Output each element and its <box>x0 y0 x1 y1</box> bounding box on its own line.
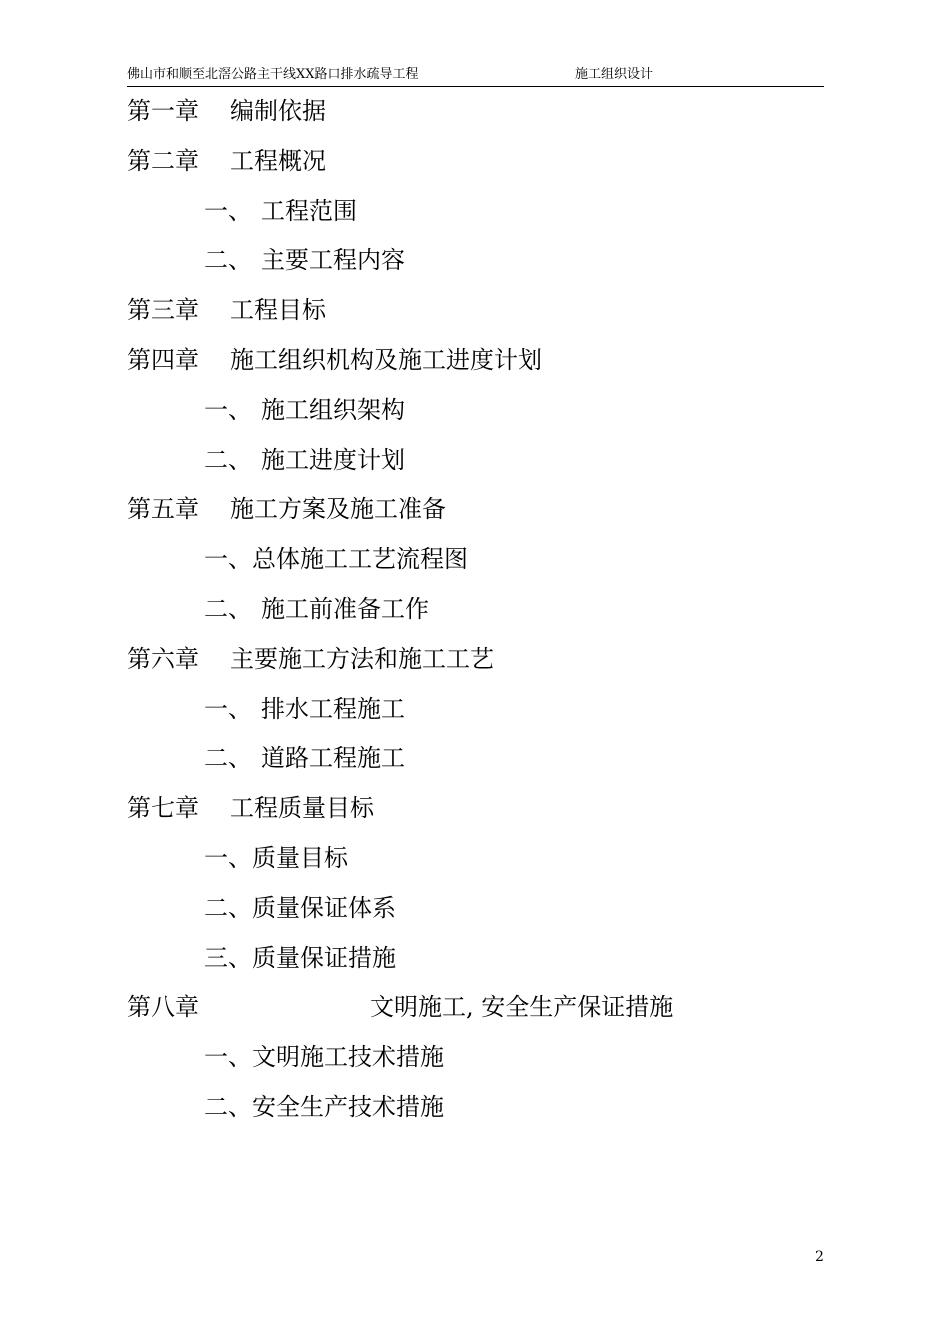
toc-section-entry <box>127 591 827 641</box>
toc-section-entry <box>127 740 827 790</box>
toc-section-entry <box>127 1039 827 1089</box>
toc-entry-number: 第八章 <box>127 993 199 1022</box>
header-document-type: 施工组织设计 <box>575 67 654 82</box>
toc-entry-number: 第七章 <box>127 794 199 823</box>
toc-entry-number: 一、 <box>204 843 252 872</box>
toc-entry-title: 施工方案及施工准备 <box>230 495 446 524</box>
toc-entry-number: 三、 <box>204 943 252 972</box>
toc-section-entry <box>127 940 827 990</box>
toc-entry-number: 一、 <box>204 545 252 574</box>
toc-entry-number: 二、 <box>204 594 252 623</box>
toc-entry-number: 第一章 <box>127 97 199 125</box>
toc-section-entry <box>127 691 827 741</box>
toc-section-entry <box>127 392 827 442</box>
toc-entry-number: 第四章 <box>127 345 199 374</box>
toc-entry-title: 主要工程内容 <box>261 246 405 275</box>
toc-entry-number: 一、 <box>204 196 252 225</box>
toc-section-entry <box>127 193 827 243</box>
toc-entry-number: 二、 <box>204 246 252 275</box>
toc-entry-title: 工程质量目标 <box>230 794 374 823</box>
toc-chapter-entry <box>127 790 827 840</box>
toc-entry-title: 主要施工方法和施工工艺 <box>230 644 494 673</box>
toc-chapter-entry <box>127 342 827 392</box>
toc-entry-number: 二、 <box>204 893 252 922</box>
toc-section-entry <box>127 242 827 292</box>
toc-entry-title: 总体施工工艺流程图 <box>252 545 468 574</box>
toc-chapter-entry <box>127 641 827 691</box>
toc-entry-number: 一、 <box>204 1043 252 1072</box>
toc-entry-title: 安全生产技术措施 <box>252 1092 444 1121</box>
toc-chapter-entry <box>127 989 827 1039</box>
toc-chapter-entry <box>127 292 827 342</box>
toc-entry-number: 二、 <box>204 744 252 773</box>
toc-chapter-entry <box>127 93 827 143</box>
toc-entry-number: 二、 <box>204 1092 252 1121</box>
toc-entry-title: 道路工程施工 <box>261 744 405 773</box>
toc-entry-title: 排水工程施工 <box>261 694 405 723</box>
toc-entry-title: 质量保证措施 <box>252 943 396 972</box>
toc-entry-number: 第三章 <box>127 296 199 325</box>
toc-entry-number: 第二章 <box>127 146 199 175</box>
toc-entry-title: 工程范围 <box>261 196 357 225</box>
toc-entry-title: 文明施工技术措施 <box>252 1043 444 1072</box>
toc-section-entry <box>127 541 827 591</box>
toc-entry-title: 质量目标 <box>252 843 348 872</box>
toc-section-entry <box>127 840 827 890</box>
toc-entry-title: 施工进度计划 <box>261 445 405 474</box>
toc-entry-title: 施工组织架构 <box>261 395 405 424</box>
toc-entry-title: 工程目标 <box>230 296 326 325</box>
toc-entry-title: 施工组织机构及施工进度计划 <box>230 345 542 374</box>
toc-chapter-entry <box>127 143 827 193</box>
toc-chapter-entry <box>127 491 827 541</box>
toc-section-entry <box>127 890 827 940</box>
toc-entry-number: 第六章 <box>127 644 199 673</box>
toc-entry-number: 一、 <box>204 395 252 424</box>
toc-entry-number: 二、 <box>204 445 252 474</box>
page-header <box>127 66 824 87</box>
header-project-title: 佛山市和顺至北滘公路主干线XX路口排水疏导工程 <box>127 67 419 82</box>
table-of-contents <box>127 93 827 1139</box>
toc-section-entry <box>127 1089 827 1139</box>
toc-section-entry <box>127 442 827 492</box>
toc-entry-title: 文明施工, 安全生产保证措施 <box>370 993 674 1022</box>
toc-entry-title: 施工前准备工作 <box>261 594 429 623</box>
page-number: 2 <box>815 1249 824 1265</box>
toc-entry-title: 质量保证体系 <box>252 893 396 922</box>
toc-entry-title: 工程概况 <box>230 146 326 175</box>
toc-entry-title: 编制依据 <box>230 97 326 125</box>
toc-entry-number: 一、 <box>204 694 252 723</box>
toc-entry-number: 第五章 <box>127 495 199 524</box>
